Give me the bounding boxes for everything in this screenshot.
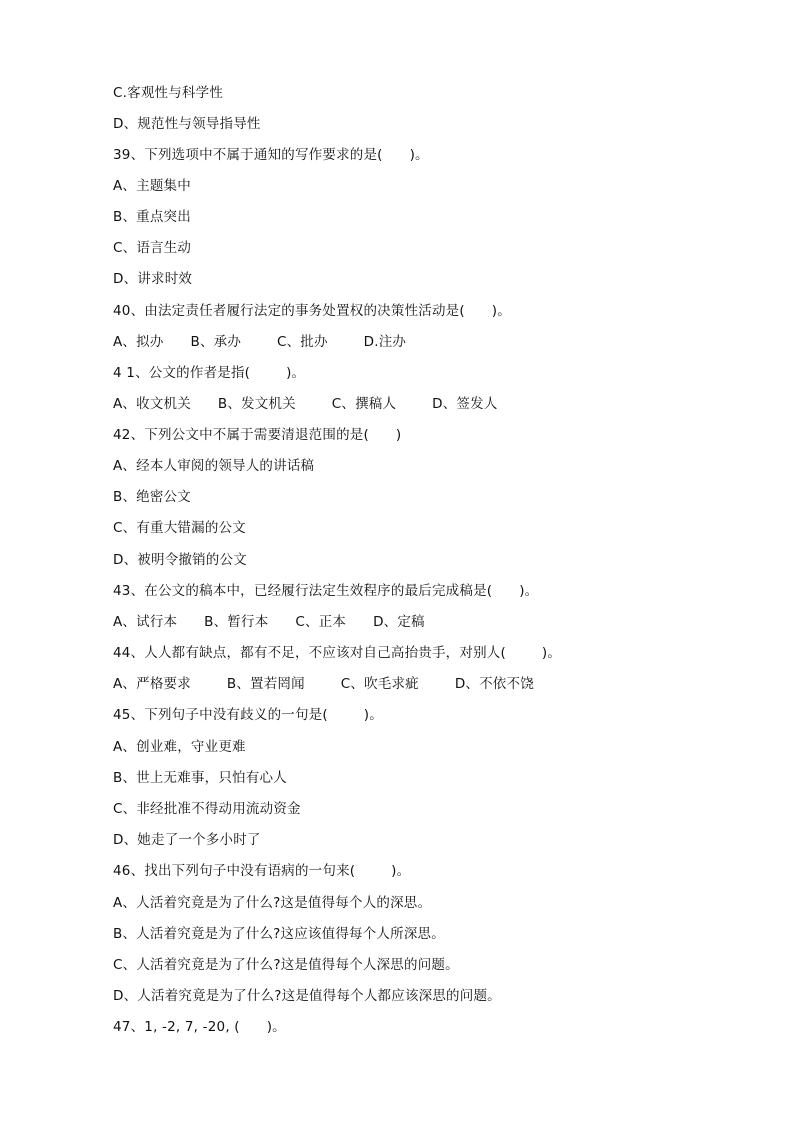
option-d-q45: D、她走了一个多小时了	[113, 832, 261, 848]
option-c-q42: C、有重大错漏的公文	[113, 520, 246, 536]
option-c-q45: C、非经批准不得动用流动资金	[113, 801, 301, 817]
option-d-q42: D、被明令撤销的公文	[113, 552, 247, 568]
option-c-q39: C、语言生动	[113, 240, 192, 256]
question-46: 46、找出下列句子中没有语病的一句来( )。	[113, 863, 411, 879]
question-45: 45、下列句子中没有歧义的一句是( )。	[113, 707, 383, 723]
question-47: 47、1, -2, 7, -20, ( )。	[113, 1019, 286, 1035]
option-a-q42: A、经本人审阅的领导人的讲话稿	[113, 458, 315, 474]
options-q40: A、拟办 B、承办 C、批办 D.注办	[113, 334, 407, 350]
question-43: 43、在公文的稿本中，已经履行法定生效程序的最后完成稿是( )。	[113, 583, 539, 599]
options-q44: A、严格要求 B、置若罔闻 C、吹毛求疵 D、不依不饶	[113, 676, 534, 692]
option-d-q39: D、讲求时效	[113, 271, 193, 287]
option-c-q38: C.客观性与科学性	[113, 85, 224, 101]
option-b-q39: B、重点突出	[113, 209, 191, 225]
options-q41: A、收文机关 B、发文机关 C、撰稿人 D、签发人	[113, 396, 498, 412]
question-39: 39、下列选项中不属于通知的写作要求的是( )。	[113, 147, 429, 163]
option-c-q46: C、人活着究竟是为了什么?这是值得每个人深思的问题。	[113, 957, 459, 973]
question-42: 42、下列公文中不属于需要清退范围的是( )	[113, 427, 402, 443]
option-a-q45: A、创业难，守业更难	[113, 739, 246, 755]
option-b-q45: B、世上无难事，只怕有心人	[113, 770, 287, 786]
question-44: 44、人人都有缺点，都有不足，不应该对自己高抬贵手，对别人( )。	[113, 645, 562, 661]
question-41: 4 1、公文的作者是指( )。	[113, 365, 306, 381]
option-a-q46: A、人活着究竟是为了什么?这是值得每个人的深思。	[113, 895, 432, 911]
question-40: 40、由法定责任者履行法定的事务处置权的决策性活动是( )。	[113, 303, 511, 319]
option-a-q39: A、主题集中	[113, 178, 191, 194]
option-b-q46: B、人活着究竟是为了什么?这应该值得每个人所深思。	[113, 926, 445, 942]
options-q43: A、试行本 B、暂行本 C、正本 D、定稿	[113, 614, 425, 630]
option-d-q46: D、人活着究竟是为了什么?这是值得每个人都应该深思的问题。	[113, 988, 501, 1004]
option-b-q42: B、绝密公文	[113, 489, 191, 505]
option-d-q38: D、规范性与领导指导性	[113, 116, 261, 132]
